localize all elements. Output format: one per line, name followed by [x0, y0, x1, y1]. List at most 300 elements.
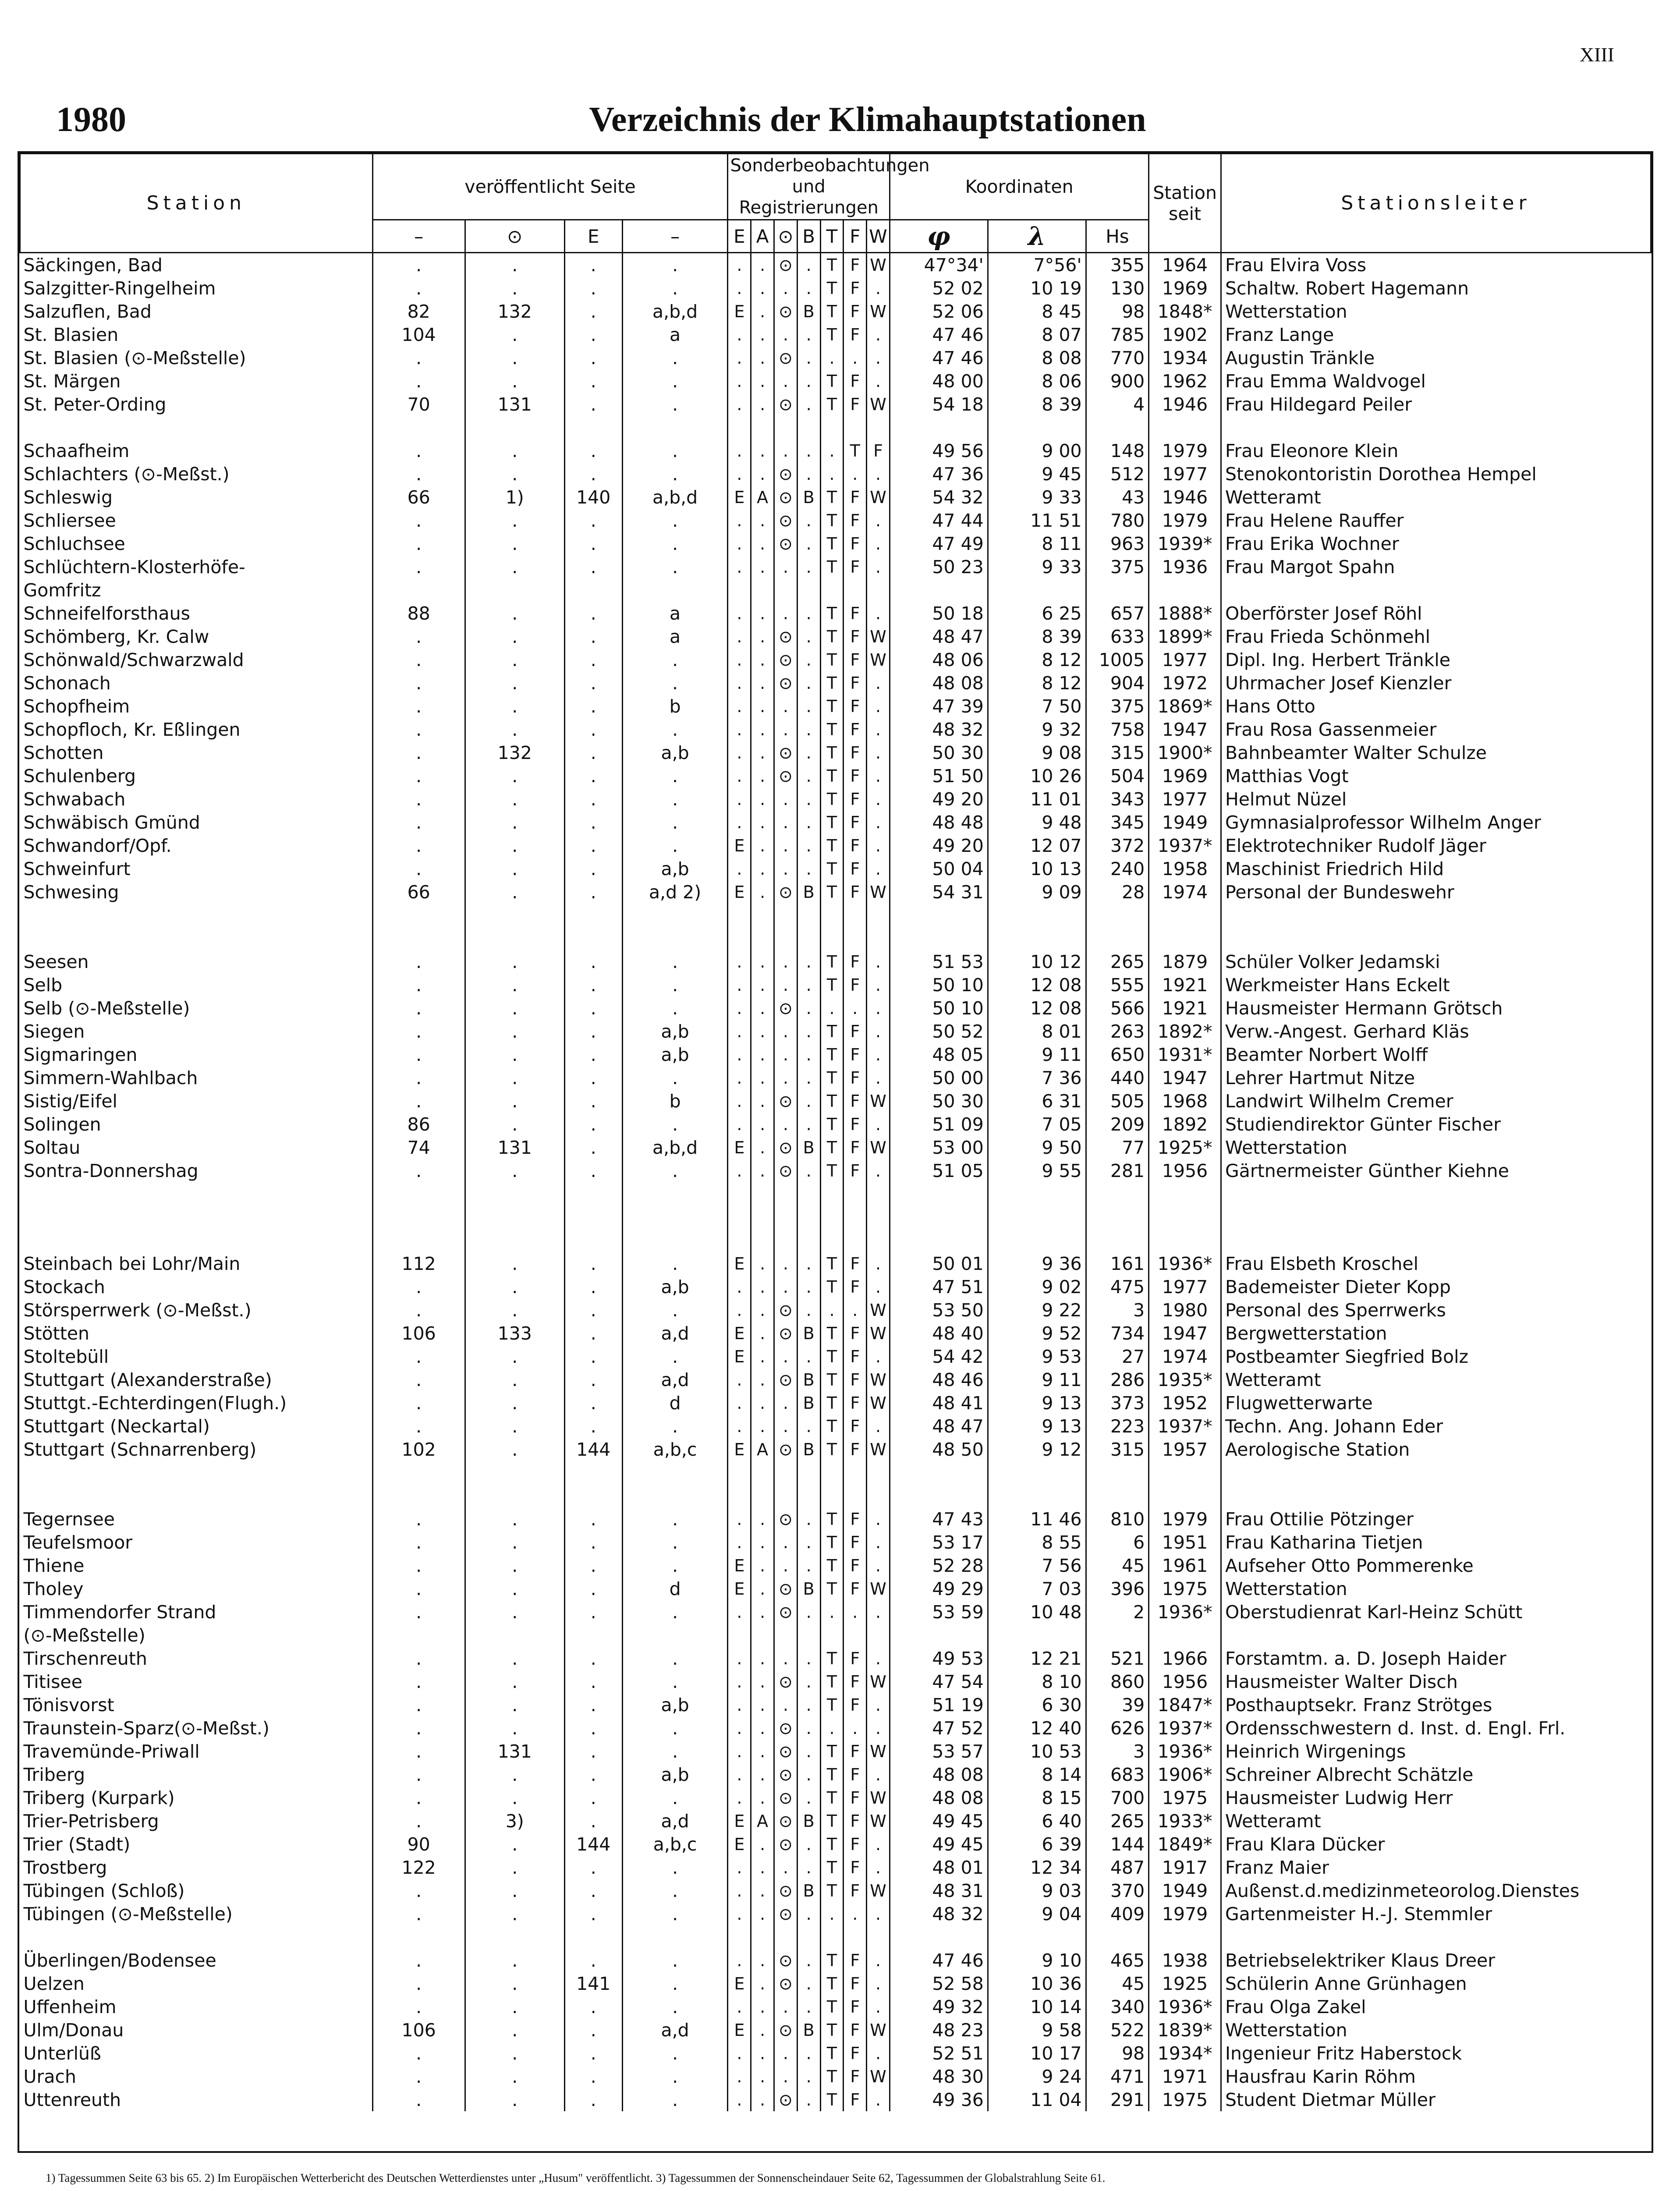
- spacer-cell: [751, 1925, 774, 1949]
- cell-height: 505: [1086, 1089, 1149, 1113]
- cell-latitude: 54 32: [890, 486, 988, 509]
- cell-pub-e: 140: [564, 486, 622, 509]
- cell-pub-e: 144: [564, 1438, 622, 1461]
- cell-sp-a: .: [751, 1531, 774, 1554]
- cell-since: 1936*: [1149, 1740, 1221, 1763]
- cell-latitude: 54 18: [890, 393, 988, 416]
- header-station: Station: [20, 154, 373, 253]
- cell-sp-f: F: [844, 625, 867, 648]
- cell-sp-b: B: [797, 1879, 820, 1902]
- cell-latitude: 47 54: [890, 1670, 988, 1693]
- cell-sp-sun: ⊙: [774, 462, 797, 486]
- cell-sp-a: .: [751, 1879, 774, 1902]
- cell-station: Säckingen, Bad: [23, 254, 163, 276]
- cell-sp-w: .: [867, 741, 890, 764]
- cell-sp-a: .: [751, 300, 774, 323]
- cell-pub-dash: 66: [372, 486, 465, 509]
- cell-height: 315: [1086, 741, 1149, 764]
- cell-sp-f: F: [844, 2065, 867, 2088]
- cell-leader: Frau Rosa Gassenmeier: [1221, 718, 1651, 741]
- cell-pub-dash: .: [372, 787, 465, 811]
- spacer-cell: [1086, 1182, 1149, 1252]
- cell-sp-w: W: [867, 1368, 890, 1391]
- spacer-cell: [372, 416, 465, 439]
- cell-pub-dash2: .: [622, 509, 728, 532]
- cell-sp-t: T: [820, 2065, 844, 2088]
- cell-station: Selb: [23, 974, 63, 996]
- cell-longitude: 10 26: [988, 764, 1086, 787]
- cell-leader: Landwirt Wilhelm Cremer: [1221, 1089, 1651, 1113]
- cell-latitude: 47 46: [890, 323, 988, 346]
- cell-longitude: 8 15: [988, 1786, 1086, 1809]
- cell-height: 28: [1086, 880, 1149, 904]
- table-row: [20, 996, 1651, 1020]
- cell-sp-a: .: [751, 1507, 774, 1531]
- spacer-cell: [844, 1925, 867, 1949]
- cell-sp-e: .: [728, 369, 751, 393]
- cell-pub-e: .: [564, 532, 622, 555]
- cell-pub-sun: .: [465, 1879, 564, 1902]
- cell-sp-e: E: [728, 2018, 751, 2042]
- cell-sp-t: .: [820, 1716, 844, 1740]
- cell-sp-t: T: [820, 1577, 844, 1600]
- cell-latitude: 48 23: [890, 2018, 988, 2042]
- cell-pub-dash: .: [372, 532, 465, 555]
- cell-pub-sun: .: [465, 1043, 564, 1066]
- cell-pub-dash: .: [372, 1972, 465, 1995]
- spacer-cell: [728, 1461, 751, 1507]
- cell-since: 1971: [1149, 2065, 1221, 2088]
- spacer-cell: [751, 904, 774, 950]
- cell-pub-dash2: .: [622, 1415, 728, 1438]
- cell-longitude: 9 10: [988, 1949, 1086, 1972]
- table-row: [20, 1438, 1651, 1461]
- cell-sp-t: T: [820, 323, 844, 346]
- cell-sp-w: .: [867, 1507, 890, 1531]
- cell-sp-sun: .: [774, 834, 797, 857]
- cell-sp-sun: .: [774, 811, 797, 834]
- cell-sp-f: F: [844, 1089, 867, 1113]
- cell-sp-t: T: [820, 1995, 844, 2018]
- cell-height: 487: [1086, 1856, 1149, 1879]
- cell-height: 521: [1086, 1647, 1149, 1670]
- cell-longitude: 6 40: [988, 1809, 1086, 1833]
- cell-longitude: 10 13: [988, 857, 1086, 880]
- table-row: [20, 1995, 1651, 2018]
- cell-pub-e: .: [564, 625, 622, 648]
- cell-sp-a: .: [751, 1949, 774, 1972]
- cell-sp-a: .: [751, 671, 774, 695]
- cell-height: 4: [1086, 393, 1149, 416]
- cell-longitude: 9 45: [988, 462, 1086, 486]
- cell-pub-e: .: [564, 462, 622, 486]
- spacer-cell: [820, 1925, 844, 1949]
- cell-pub-sun: .: [465, 2065, 564, 2088]
- table-row: [20, 1275, 1651, 1298]
- cell-leader: Forstamtm. a. D. Joseph Haider: [1221, 1647, 1651, 1670]
- cell-sp-w: .: [867, 346, 890, 369]
- table-row: [20, 973, 1651, 996]
- cell-height: 758: [1086, 718, 1149, 741]
- cell-pub-sun: .: [465, 695, 564, 718]
- cell-sp-f: F: [844, 1438, 867, 1461]
- cell-sp-t: T: [820, 1322, 844, 1345]
- cell-height: 963: [1086, 532, 1149, 555]
- cell-pub-sun: .: [465, 253, 564, 277]
- cell-sp-sun: ⊙: [774, 1809, 797, 1833]
- cell-sp-w: .: [867, 1716, 890, 1740]
- cell-sp-sun: .: [774, 602, 797, 625]
- header-since: Station seit: [1149, 154, 1221, 253]
- cell-pub-dash: .: [372, 1043, 465, 1066]
- cell-since: 1979: [1149, 509, 1221, 532]
- cell-sp-a: .: [751, 439, 774, 462]
- cell-height: 355: [1086, 253, 1149, 277]
- spacer-cell: [1221, 1182, 1651, 1252]
- cell-sp-sun: .: [774, 1391, 797, 1415]
- cell-since: 1957: [1149, 1438, 1221, 1461]
- cell-sp-f: F: [844, 1856, 867, 1879]
- table-row: [20, 578, 1651, 602]
- cell-pub-sun: .: [465, 1438, 564, 1461]
- cell-latitude: 48 06: [890, 648, 988, 671]
- cell-sp-f: F: [844, 1693, 867, 1716]
- cell-pub-dash2: .: [622, 950, 728, 973]
- cell-latitude: 49 53: [890, 1647, 988, 1670]
- cell-latitude: 47°34': [890, 253, 988, 277]
- cell-station: Schopfloch, Kr. Eßlingen: [23, 719, 241, 740]
- cell-pub-dash2: a,b: [622, 1043, 728, 1066]
- cell-sp-w: W: [867, 1391, 890, 1415]
- header-coordinates: Koordinaten: [890, 154, 1148, 220]
- cell-sp-w: W: [867, 2065, 890, 2088]
- cell-latitude: 48 48: [890, 811, 988, 834]
- table-row: [20, 1089, 1651, 1113]
- cell-pub-sun: .: [465, 462, 564, 486]
- cell-sp-e: .: [728, 2065, 751, 2088]
- cell-pub-dash2: a,d: [622, 1322, 728, 1345]
- cell-leader: Maschinist Friedrich Hild: [1221, 857, 1651, 880]
- cell-latitude: 51 50: [890, 764, 988, 787]
- cell-sp-a: .: [751, 1833, 774, 1856]
- cell-sp-w: .: [867, 2088, 890, 2111]
- cell-height: 3: [1086, 1740, 1149, 1763]
- cell-pub-e: .: [564, 718, 622, 741]
- cell-sp-a: .: [751, 532, 774, 555]
- cell-sp-w: .: [867, 1020, 890, 1043]
- cell-sp-e: .: [728, 2088, 751, 2111]
- cell-pub-dash: .: [372, 1391, 465, 1415]
- table-row: [20, 787, 1651, 811]
- cell-sp-e: .: [728, 1995, 751, 2018]
- cell-station: St. Peter-Ording: [23, 394, 167, 415]
- cell-latitude: 52 58: [890, 1972, 988, 1995]
- cell-station: Travemünde-Priwall: [23, 1741, 200, 1762]
- cell-sp-f: .: [844, 1716, 867, 1740]
- cell-latitude: [890, 1624, 988, 1647]
- cell-station: Schwesing: [23, 881, 119, 903]
- cell-pub-e: .: [564, 1136, 622, 1159]
- table-row: [20, 1391, 1651, 1415]
- cell-pub-dash2: .: [622, 2042, 728, 2065]
- cell-longitude: 7 03: [988, 1577, 1086, 1600]
- cell-sp-b: B: [797, 486, 820, 509]
- cell-sp-sun: ⊙: [774, 1740, 797, 1763]
- cell-sp-a: .: [751, 1647, 774, 1670]
- cell-longitude: 11 01: [988, 787, 1086, 811]
- cell-height: 626: [1086, 1716, 1149, 1740]
- cell-longitude: 9 11: [988, 1043, 1086, 1066]
- cell-sp-sun: .: [774, 1275, 797, 1298]
- cell-height: 265: [1086, 950, 1149, 973]
- cell-sp-a: A: [751, 1438, 774, 1461]
- cell-sp-w: .: [867, 532, 890, 555]
- cell-pub-sun: .: [465, 787, 564, 811]
- table-row: [20, 671, 1651, 695]
- table-row: [20, 1740, 1651, 1763]
- cell-pub-dash2: .: [622, 277, 728, 300]
- cell-sp-t: T: [820, 950, 844, 973]
- cell-height: 148: [1086, 439, 1149, 462]
- spacer-cell: [20, 1182, 373, 1252]
- cell-pub-dash2: .: [622, 1902, 728, 1925]
- table-row: [20, 532, 1651, 555]
- cell-since: 1947: [1149, 1066, 1221, 1089]
- table-row: [20, 300, 1651, 323]
- cell-pub-dash2: .: [622, 346, 728, 369]
- table-row: [20, 741, 1651, 764]
- cell-sp-b: B: [797, 880, 820, 904]
- cell-pub-dash: .: [372, 1949, 465, 1972]
- cell-latitude: 50 30: [890, 1089, 988, 1113]
- spacer-cell: [774, 1461, 797, 1507]
- station-table-frame: [18, 151, 1653, 2153]
- cell-pub-e: .: [564, 1949, 622, 1972]
- cell-latitude: 48 08: [890, 1763, 988, 1786]
- cell-sp-t: T: [820, 1786, 844, 1809]
- cell-leader: Hans Otto: [1221, 695, 1651, 718]
- cell-pub-e: .: [564, 880, 622, 904]
- cell-height: 370: [1086, 1879, 1149, 1902]
- cell-sp-f: F: [844, 950, 867, 973]
- cell-sp-e: E: [728, 1809, 751, 1833]
- cell-sp-f: F: [844, 1809, 867, 1833]
- cell-station: Schleswig: [23, 486, 113, 508]
- cell-sp-sun: .: [774, 1647, 797, 1670]
- table-row: [20, 1020, 1651, 1043]
- cell-sp-b: .: [797, 741, 820, 764]
- cell-leader: Wetterstation: [1221, 2018, 1651, 2042]
- cell-pub-dash: .: [372, 1345, 465, 1368]
- cell-station: Schonach: [23, 672, 111, 694]
- spacer-cell: [820, 904, 844, 950]
- table-row: [20, 509, 1651, 532]
- cell-pub-e: .: [564, 1740, 622, 1763]
- cell-station: Störsperrwerk (⊙-Meßst.): [23, 1299, 252, 1321]
- cell-sp-t: T: [820, 1763, 844, 1786]
- cell-sp-b: .: [797, 1740, 820, 1763]
- cell-sp-b: .: [797, 1043, 820, 1066]
- cell-pub-dash: .: [372, 1879, 465, 1902]
- cell-pub-sun: .: [465, 718, 564, 741]
- cell-sp-f: [844, 1624, 867, 1647]
- cell-pub-dash2: a,d: [622, 2018, 728, 2042]
- cell-sp-w: W: [867, 1740, 890, 1763]
- cell-pub-dash: 82: [372, 300, 465, 323]
- cell-since: 1917: [1149, 1856, 1221, 1879]
- cell-sp-b: .: [797, 857, 820, 880]
- cell-longitude: 8 12: [988, 671, 1086, 695]
- cell-sp-e: .: [728, 1020, 751, 1043]
- cell-sp-e: .: [728, 1670, 751, 1693]
- cell-pub-dash: [372, 578, 465, 602]
- cell-longitude: 7 56: [988, 1554, 1086, 1577]
- cell-pub-e: .: [564, 1159, 622, 1182]
- cell-sp-b: B: [797, 1438, 820, 1461]
- cell-sp-b: .: [797, 1763, 820, 1786]
- cell-station: Trier (Stadt): [23, 1833, 131, 1855]
- cell-sp-a: .: [751, 1136, 774, 1159]
- cell-sp-e: .: [728, 1600, 751, 1624]
- cell-sp-b: .: [797, 834, 820, 857]
- cell-sp-sun: .: [774, 323, 797, 346]
- cell-sp-f: F: [844, 1136, 867, 1159]
- table-row: [20, 695, 1651, 718]
- cell-height: 2: [1086, 1600, 1149, 1624]
- cell-latitude: 48 40: [890, 1322, 988, 1345]
- cell-leader: Oberstudienrat Karl-Heinz Schütt: [1221, 1600, 1651, 1624]
- cell-sp-e: [728, 578, 751, 602]
- year: 1980: [56, 100, 126, 139]
- cell-pub-sun: .: [465, 1089, 564, 1113]
- cell-sp-f: F: [844, 648, 867, 671]
- table-row: [20, 2088, 1651, 2111]
- cell-height: 465: [1086, 1949, 1149, 1972]
- spacer-cell: [751, 416, 774, 439]
- cell-sp-w: .: [867, 1763, 890, 1786]
- cell-pub-dash2: a,b,c: [622, 1438, 728, 1461]
- cell-station: Stockach: [23, 1276, 105, 1298]
- cell-since: 1977: [1149, 1275, 1221, 1298]
- table-row: [20, 1693, 1651, 1716]
- cell-longitude: 8 14: [988, 1763, 1086, 1786]
- cell-pub-e: .: [564, 1275, 622, 1298]
- cell-pub-dash2: .: [622, 1972, 728, 1995]
- cell-since: 1964: [1149, 253, 1221, 277]
- group-spacer: [20, 1925, 1651, 1949]
- cell-station: Siegen: [23, 1021, 85, 1042]
- cell-latitude: 50 04: [890, 857, 988, 880]
- cell-sp-a: .: [751, 277, 774, 300]
- cell-sp-sun: ⊙: [774, 1298, 797, 1322]
- cell-longitude: 9 55: [988, 1159, 1086, 1182]
- cell-leader: Hausmeister Ludwig Herr: [1221, 1786, 1651, 1809]
- cell-sp-sun: ⊙: [774, 764, 797, 787]
- cell-latitude: 47 52: [890, 1716, 988, 1740]
- cell-pub-dash: .: [372, 1531, 465, 1554]
- cell-sp-t: .: [820, 439, 844, 462]
- cell-sp-w: [867, 578, 890, 602]
- cell-station: Tegernsee: [23, 1508, 115, 1530]
- cell-pub-dash: .: [372, 509, 465, 532]
- cell-height: 77: [1086, 1136, 1149, 1159]
- cell-sp-sun: ⊙: [774, 1949, 797, 1972]
- cell-longitude: 10 12: [988, 950, 1086, 973]
- cell-since: 1952: [1149, 1391, 1221, 1415]
- cell-sp-w: W: [867, 1089, 890, 1113]
- cell-leader: Schülerin Anne Grünhagen: [1221, 1972, 1651, 1995]
- cell-sp-sun: .: [774, 1020, 797, 1043]
- cell-sp-b: .: [797, 2042, 820, 2065]
- cell-latitude: 48 00: [890, 369, 988, 393]
- cell-sp-e: .: [728, 671, 751, 695]
- cell-height: 98: [1086, 300, 1149, 323]
- table-row: [20, 1716, 1651, 1740]
- cell-sp-e: .: [728, 1531, 751, 1554]
- cell-latitude: 48 08: [890, 1786, 988, 1809]
- spacer-cell: [372, 904, 465, 950]
- cell-sp-a: .: [751, 1554, 774, 1577]
- cell-sp-e: .: [728, 1298, 751, 1322]
- cell-sp-b: .: [797, 1949, 820, 1972]
- cell-pub-sun: .: [465, 1577, 564, 1600]
- cell-sp-f: F: [844, 1554, 867, 1577]
- cell-leader: Heinrich Wirgenings: [1221, 1740, 1651, 1763]
- cell-sp-w: .: [867, 369, 890, 393]
- table-row: [20, 1647, 1651, 1670]
- cell-station: Simmern-Wahlbach: [23, 1067, 198, 1088]
- cell-station: Schliersee: [23, 510, 116, 531]
- cell-leader: Ingenieur Fritz Haberstock: [1221, 2042, 1651, 2065]
- cell-pub-sun: 131: [465, 393, 564, 416]
- cell-pub-e: .: [564, 1763, 622, 1786]
- cell-pub-dash2: d: [622, 1391, 728, 1415]
- cell-sp-e: .: [728, 277, 751, 300]
- cell-sp-e: .: [728, 393, 751, 416]
- cell-sp-t: T: [820, 253, 844, 277]
- table-row: [20, 1136, 1651, 1159]
- cell-longitude: 8 06: [988, 369, 1086, 393]
- cell-pub-dash2: .: [622, 718, 728, 741]
- cell-sp-t: T: [820, 1949, 844, 1972]
- spacer-cell: [774, 1925, 797, 1949]
- cell-sp-t: .: [820, 1298, 844, 1322]
- cell-sp-w: .: [867, 462, 890, 486]
- cell-sp-sun: ⊙: [774, 1786, 797, 1809]
- cell-sp-a: A: [751, 1809, 774, 1833]
- cell-pub-dash: .: [372, 1554, 465, 1577]
- cell-latitude: 50 52: [890, 1020, 988, 1043]
- cell-sp-t: T: [820, 555, 844, 578]
- table-row: [20, 1345, 1651, 1368]
- cell-sp-a: .: [751, 2042, 774, 2065]
- cell-sp-t: T: [820, 2018, 844, 2042]
- cell-longitude: 11 46: [988, 1507, 1086, 1531]
- cell-since: 1938: [1149, 1949, 1221, 1972]
- cell-sp-sun: .: [774, 695, 797, 718]
- spacer-cell: [844, 416, 867, 439]
- cell-pub-dash: 106: [372, 1322, 465, 1345]
- cell-leader: Frau Klara Dücker: [1221, 1833, 1651, 1856]
- cell-pub-dash2: .: [622, 834, 728, 857]
- cell-pub-sun: .: [465, 1902, 564, 1925]
- cell-latitude: 50 10: [890, 973, 988, 996]
- cell-sp-a: .: [751, 323, 774, 346]
- spacer-cell: [844, 1461, 867, 1507]
- cell-sp-sun: .: [774, 2065, 797, 2088]
- spacer-cell: [797, 904, 820, 950]
- cell-sp-sun: ⊙: [774, 253, 797, 277]
